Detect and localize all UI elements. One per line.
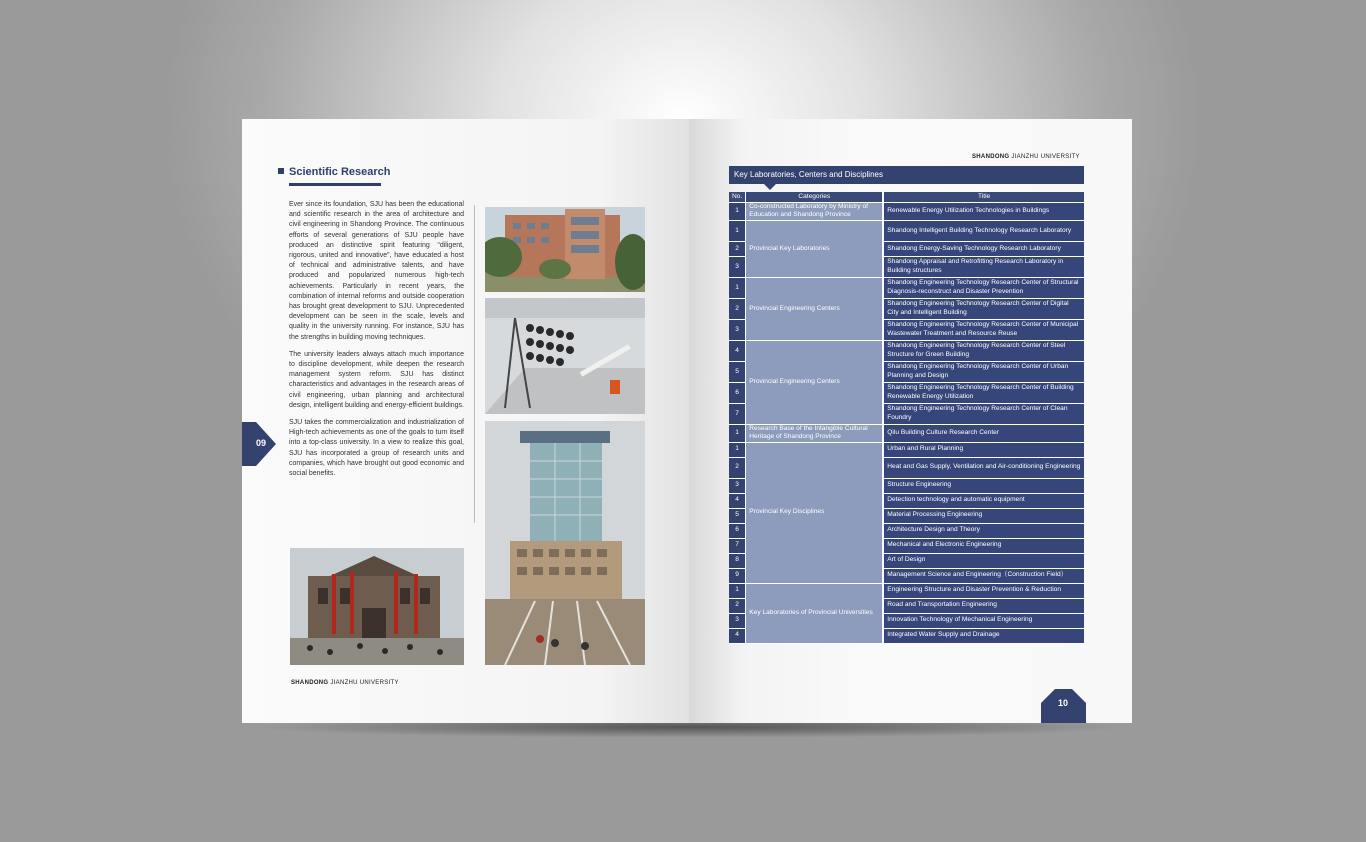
- row-number: 7: [729, 404, 745, 425]
- title-cell: Management Science and Engineering（Construction Field）: [884, 569, 1084, 584]
- category-cell: Key Laboratories of Provincial Universities: [745, 584, 882, 644]
- row-number: 6: [729, 524, 745, 539]
- footer-bold: SHANDONG: [291, 680, 329, 686]
- title-cell: Shandong Engineering Technology Research Center of Clean Foundry: [884, 404, 1084, 425]
- title-cell: Shandong Intelligent Building Technology Research Laboratory: [884, 221, 1084, 242]
- title-cell: Road and Transportation Engineering: [884, 599, 1084, 614]
- photo-campus-building: [485, 207, 645, 292]
- header-bold: SHANDONG: [972, 154, 1010, 160]
- category-cell: Provincial Engineering Centers: [745, 341, 882, 425]
- section-title-text: Scientific Research: [289, 166, 391, 178]
- page-number-left: 09: [256, 438, 267, 448]
- col-category: Categories: [745, 192, 882, 203]
- table-row: [729, 341, 1084, 362]
- title-cell: Shandong Engineering Technology Research Center of Urban Planning and Design: [884, 362, 1084, 383]
- row-number: 2: [729, 599, 745, 614]
- row-number: 6: [729, 383, 745, 404]
- row-number: 1: [729, 203, 745, 221]
- row-number: 8: [729, 554, 745, 569]
- title-cell: Material Processing Engineering: [884, 509, 1084, 524]
- row-number: 3: [729, 479, 745, 494]
- col-title: Title: [884, 192, 1084, 203]
- photo-heritage-building: [290, 548, 464, 665]
- header-rest: JIANZHU UNIVERSITY: [1009, 154, 1080, 160]
- title-cell: Shandong Energy-Saving Technology Research Laboratory: [884, 242, 1084, 257]
- row-number: 4: [729, 629, 745, 644]
- row-number: 3: [729, 257, 745, 278]
- title-cell: Shandong Engineering Technology Research Center of Steel Structure for Green Building: [884, 341, 1084, 362]
- title-cell: Architecture Design and Theory: [884, 524, 1084, 539]
- header-university-name: [972, 154, 1080, 160]
- footer-rest: JIANZHU UNIVERSITY: [328, 680, 399, 686]
- row-number: 1: [729, 584, 745, 599]
- category-cell: Provincial Key Laboratories: [745, 221, 882, 278]
- col-no: No.: [729, 192, 745, 203]
- page-number-right: 10: [1058, 698, 1069, 708]
- title-cell: Shandong Engineering Technology Research Center of Building Renewable Energy Utilization: [884, 383, 1084, 404]
- row-number: 3: [729, 614, 745, 629]
- row-number: 4: [729, 341, 745, 362]
- body-text: [289, 200, 464, 486]
- title-cell: Shandong Engineering Technology Research Center of Digital City and Intelligent Building: [884, 299, 1084, 320]
- table-header-row: [729, 192, 1084, 203]
- photo-tower-building: [485, 421, 645, 665]
- paragraph-1: Ever since its foundation, SJU has been the educational and scientific research in the area of architecture and civil engineering in Shandong Province. The continuous efforts of several generations of SJU people have produced an distinctive spirit featuring “diligent, rigorous, united and innovative”, have educated a host of technical and administrative talents, and have produced and popularized numerous high-tech achievements. Particularly in recent years, the combination of internal reforms and outside cooperation has brought great development to SJU. Unprecedented development can be seen in the scale, levels and quality in the university running. For instance, SJU has the strengths in building moving techniques.: [289, 201, 464, 341]
- bullet-square-icon: [278, 168, 284, 174]
- row-number: 1: [729, 278, 745, 299]
- row-number: 1: [729, 221, 745, 242]
- table-title-pointer: [764, 184, 776, 190]
- title-cell: Structure Engineering: [884, 479, 1084, 494]
- title-cell: Art of Design: [884, 554, 1084, 569]
- row-number: 5: [729, 509, 745, 524]
- title-cell: Shandong Engineering Technology Research Center of Municipal Wastewater Treatment and Resource Reuse: [884, 320, 1084, 341]
- title-cell: Shandong Engineering Technology Research Center of Structural Diagnosis-reconstruct and Disaster Prevention: [884, 278, 1084, 299]
- title-cell: Detection technology and automatic equipment: [884, 494, 1084, 509]
- table-row: [729, 203, 1084, 221]
- footer-university-name: [291, 680, 399, 686]
- title-cell: Innovation Technology of Mechanical Engineering: [884, 614, 1084, 629]
- title-cell: Heat and Gas Supply, Ventilation and Air-conditioning Engineering: [884, 458, 1084, 479]
- paragraph-2: The university leaders always attach much importance to discipline development, while deepen the research management system reform. SJU has distinct characteristics and advantages in the research areas of civil engineering, urban planning and architectural design, intelligent building and energy-efficient buildings.: [289, 350, 464, 409]
- column-divider: [474, 205, 475, 523]
- category-cell: Co-constructed Laboratory by Ministry of Education and Shandong Province: [745, 203, 882, 221]
- row-number: 3: [729, 320, 745, 341]
- row-number: 4: [729, 494, 745, 509]
- row-number: 2: [729, 299, 745, 320]
- title-cell: Shandong Appraisal and Retrofitting Research Laboratory in Building structures: [884, 257, 1084, 278]
- title-cell: Renewable Energy Utilization Technologies in Buildings: [884, 203, 1084, 221]
- table-row: [729, 584, 1084, 599]
- photo-laboratory: [485, 298, 645, 414]
- title-cell: Mechanical and Electronic Engineering: [884, 539, 1084, 554]
- category-cell: Research Base of the Intangible Cultural Heritage of Shandong Province: [745, 425, 882, 443]
- table-title: Key Laboratories, Centers and Disciplines: [729, 166, 1084, 184]
- title-underline: [289, 183, 381, 186]
- table-row: [729, 221, 1084, 242]
- page-number-tab-left: [242, 422, 276, 466]
- row-number: 2: [729, 458, 745, 479]
- table-row: [729, 425, 1084, 443]
- key-labs-table: [729, 192, 1084, 644]
- section-title: [278, 166, 391, 178]
- row-number: 5: [729, 362, 745, 383]
- category-cell: Provincial Key Disciplines: [745, 443, 882, 584]
- title-cell: Qilu Building Culture Research Center: [884, 425, 1084, 443]
- row-number: 2: [729, 242, 745, 257]
- category-cell: Provincial Engineering Centers: [745, 278, 882, 341]
- row-number: 1: [729, 443, 745, 458]
- title-cell: Integrated Water Supply and Drainage: [884, 629, 1084, 644]
- title-cell: Urban and Rural Planning: [884, 443, 1084, 458]
- page-number-tab-right: [1041, 689, 1086, 723]
- table-row: [729, 443, 1084, 458]
- table-row: [729, 278, 1084, 299]
- title-cell: Engineering Structure and Disaster Prevention & Reduction: [884, 584, 1084, 599]
- row-number: 9: [729, 569, 745, 584]
- paragraph-3: SJU takes the commercialization and industrialization of High-tech achievements as one of the goals to turn itself into a top-class university. In a view to realize this goal, SJU has incorporated a group of research units and companies, which have brought out good economic and social benefits.: [289, 419, 464, 478]
- row-number: 7: [729, 539, 745, 554]
- row-number: 1: [729, 425, 745, 443]
